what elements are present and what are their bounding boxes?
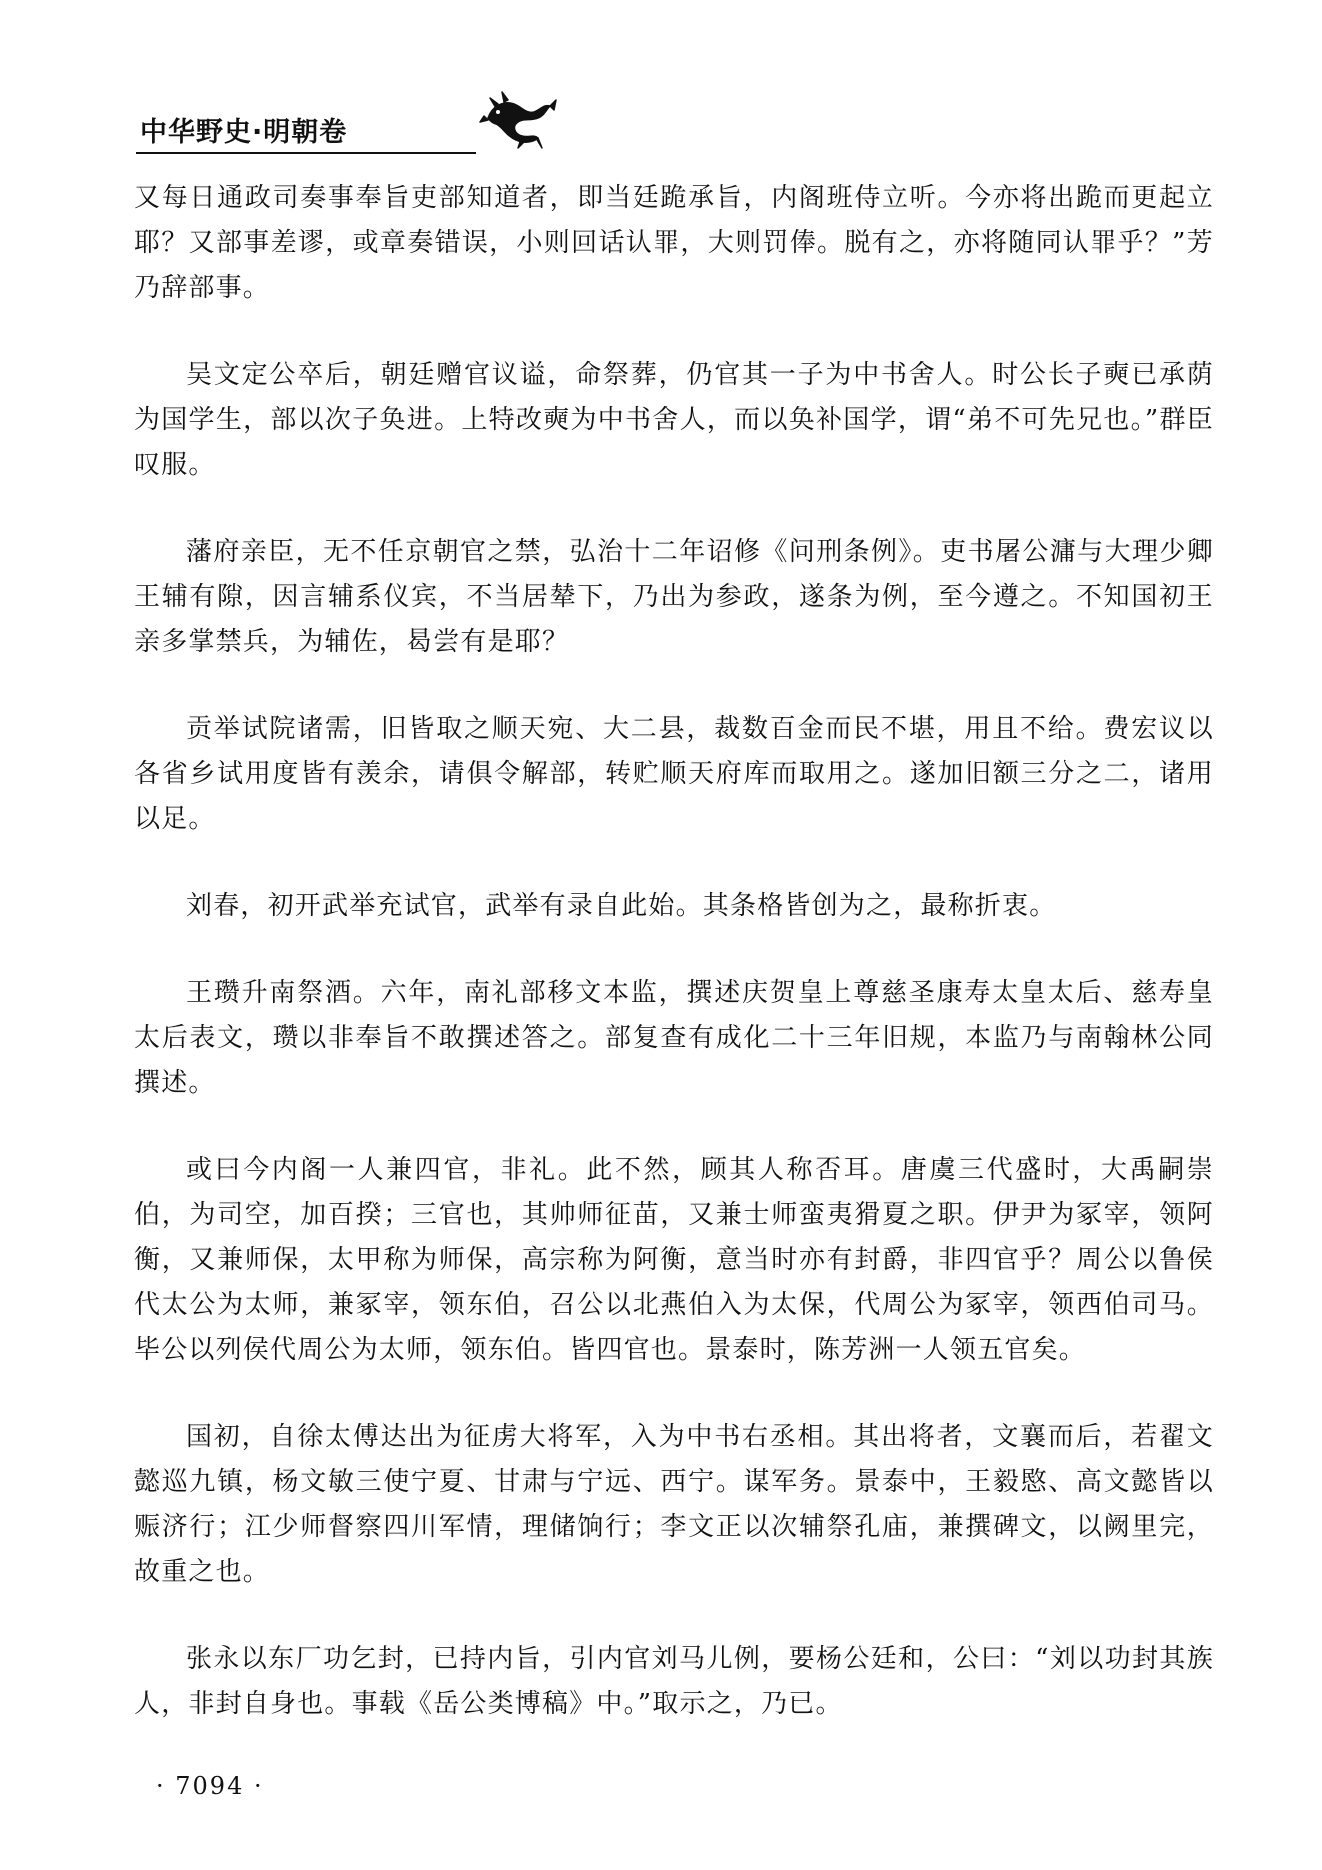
paragraph: 贡举试院诸需，旧皆取之顺天宛、大二县，裁数百金而民不堪，用且不给。费宏议以各省乡试用度皆有羡余，请俱令解部，转贮顺天府库而取用之。遂加旧额三分之二，诸用以足。 xyxy=(134,714,1214,834)
header-rule xyxy=(136,152,476,154)
paragraph: 或曰今内阁一人兼四官，非礼。此不然，顾其人称否耳。唐虞三代盛时，大禹嗣崇伯，为司空，加百揆；三官也，其帅师征苗，又兼士师蛮夷猾夏之职。伊尹为冢宰，领阿衡，又兼师保，太甲称为师保，高宗称为阿衡，意当时亦有封爵，非四官乎？周公以鲁侯代太公为太师，兼冢宰，领东伯，召公以北燕伯入为太保，代周公为冢宰，领西伯司马。毕公以列侯代周公为太师，领东伯。皆四官也。景泰时，陈芳洲一人领五官矣。 xyxy=(134,1155,1214,1365)
dragon-icon xyxy=(478,88,558,152)
paragraph: 藩府亲臣，无不任京朝官之禁，弘治十二年诏修《问刑条例》。吏书屠公滽与大理少卿王辅有隙，因言辅系仪宾，不当居辇下，乃出为参政，遂条为例，至今遵之。不知国初王亲多掌禁兵，为辅佐，曷尝有是耶？ xyxy=(134,537,1214,657)
paragraph: 张永以东厂功乞封，已持内旨，引内官刘马儿例，要杨公廷和，公曰：“刘以功封其族人，非封自身也。事载《岳公类博稿》中。”取示之，乃已。 xyxy=(134,1644,1214,1719)
header-title: 中华野史·明朝卷 xyxy=(140,117,348,148)
paragraph: 国初，自徐太傅达出为征虏大将军，入为中书右丞相。其出将者，文襄而后，若翟文懿巡九镇，杨文敏三使宁夏、甘肃与宁远、西宁。谋军务。景泰中，王毅愍、高文懿皆以赈济行；江少师督察四川军情，理储饷行；李文正以次辅祭孔庙，兼撰碑文，以阙里完，故重之也。 xyxy=(134,1422,1214,1587)
paragraph: 又每日通政司奏事奉旨吏部知道者，即当廷跪承旨，内阁班侍立听。今亦将出跪而更起立耶？又部事差谬，或章奏错误，小则回话认罪，大则罚俸。脱有之，亦将随同认罪乎？”芳乃辞部事。 xyxy=(134,183,1214,303)
body-text xyxy=(134,176,1214,1769)
paragraph: 王瓒升南祭酒。六年，南礼部移文本监，撰述庆贺皇上尊慈圣康寿太皇太后、慈寿皇太后表文，瓒以非奉旨不敢撰述答之。部复查有成化二十三年旧规，本监乃与南翰林公同撰述。 xyxy=(134,978,1214,1098)
paragraph: 刘春，初开武举充试官，武举有录自此始。其条格皆创为之，最称折衷。 xyxy=(186,891,1057,921)
page-number: · 7094 · xyxy=(156,1772,264,1800)
paragraph: 吴文定公卒后，朝廷赠官议谥，命祭葬，仍官其一子为中书舍人。时公长子奭已承荫为国学生，部以次子奂进。上特改奭为中书舍人，而以奂补国学，谓“弟不可先兄也。”群臣叹服。 xyxy=(134,360,1214,480)
